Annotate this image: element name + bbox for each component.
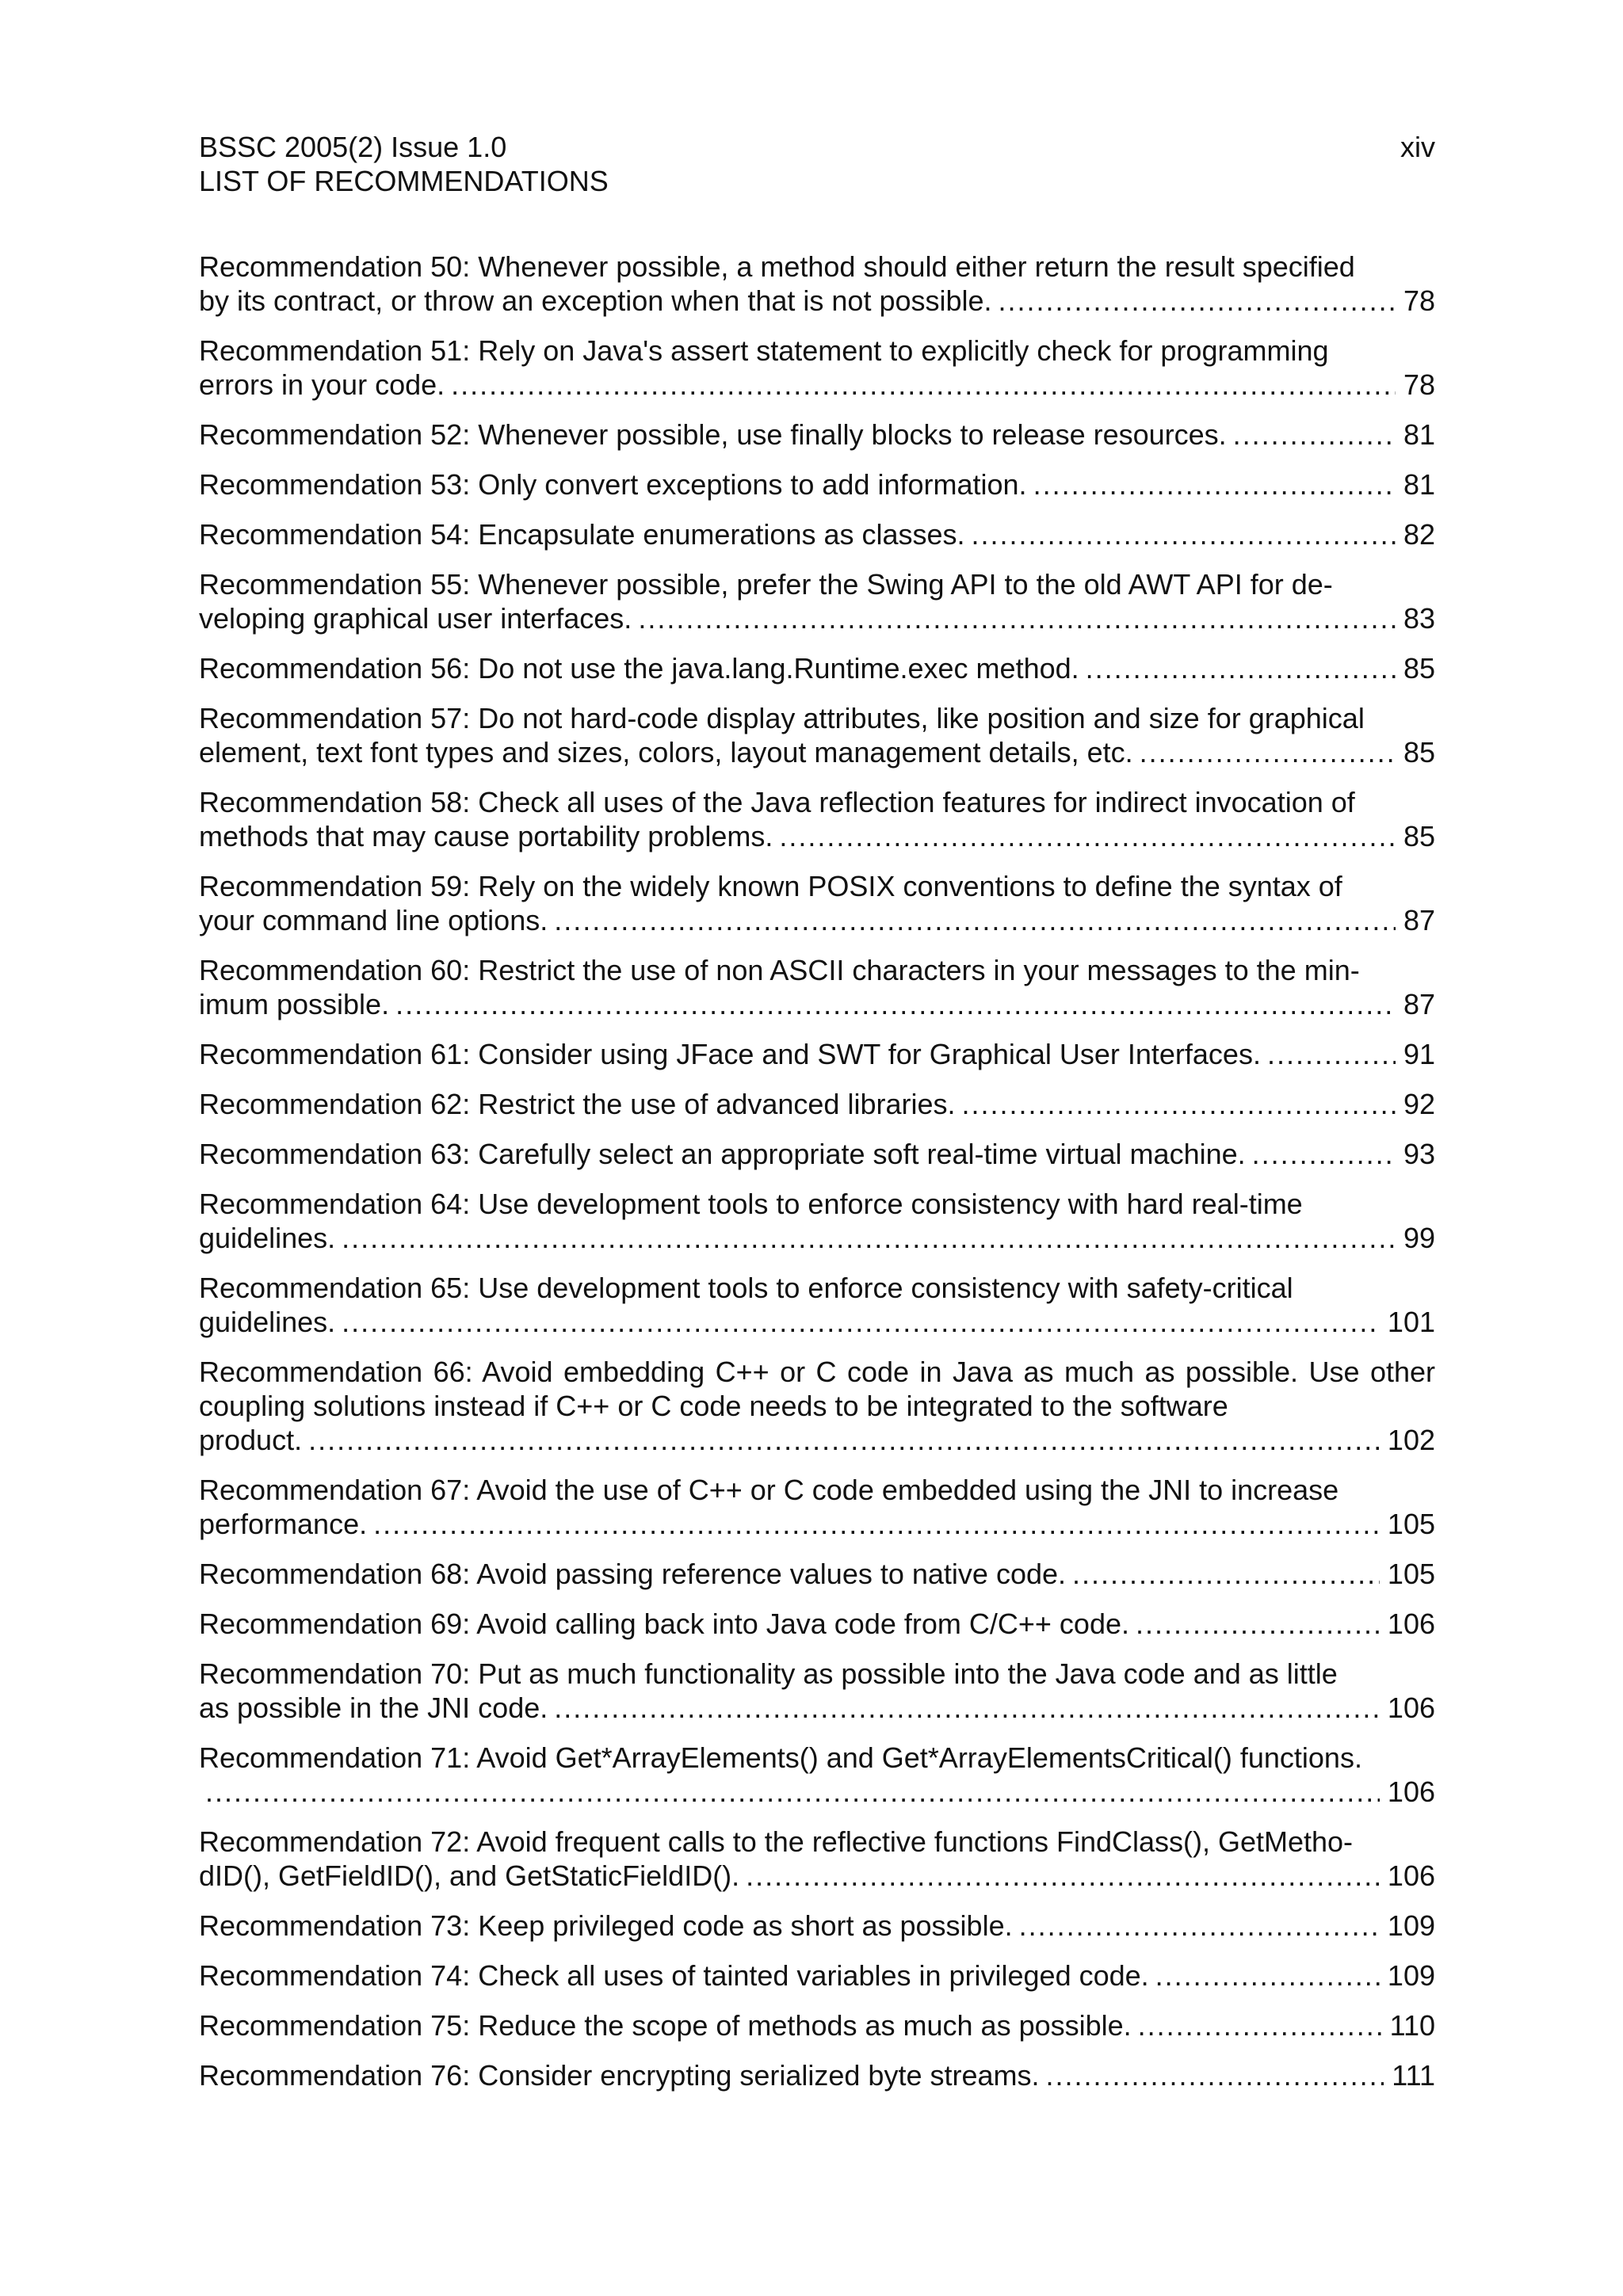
recommendation-tail bbox=[199, 517, 1435, 551]
dot-leader bbox=[1072, 1557, 1380, 1591]
recommendation-tail bbox=[199, 1221, 1435, 1255]
dot-leader bbox=[1086, 651, 1396, 685]
section-title: LIST OF RECOMMENDATIONS bbox=[199, 165, 609, 197]
recommendation-page-number: 105 bbox=[1387, 1508, 1435, 1540]
recommendation-text: product. bbox=[199, 1424, 303, 1456]
recommendation-tail bbox=[199, 1958, 1435, 1993]
recommendation-lead-text: Recommendation 58: Check all uses of the Java reflection features for indirect invocation of bbox=[199, 786, 1355, 818]
recommendation-entry[interactable] bbox=[199, 701, 1435, 769]
recommendation-entry[interactable] bbox=[199, 250, 1435, 318]
recommendation-page-number: 110 bbox=[1389, 2009, 1435, 2042]
recommendation-text: dID(), GetFieldID(), and GetStaticFieldID(). bbox=[199, 1859, 740, 1892]
dot-leader bbox=[962, 1087, 1396, 1121]
recommendation-tail bbox=[199, 467, 1435, 502]
recommendation-text: veloping graphical user interfaces. bbox=[199, 602, 632, 635]
dot-leader bbox=[554, 903, 1396, 937]
recommendation-text: performance. bbox=[199, 1508, 368, 1540]
recommendation-text: Recommendation 52: Whenever possible, use finally blocks to release resources. bbox=[199, 418, 1227, 451]
recommendation-text: Recommendation 76: Consider encrypting serialized byte streams. bbox=[199, 2059, 1040, 2092]
recommendation-page-number: 92 bbox=[1403, 1088, 1435, 1120]
dot-leader bbox=[342, 1221, 1396, 1255]
recommendation-page-number: 82 bbox=[1403, 518, 1435, 551]
dot-leader bbox=[638, 601, 1396, 635]
recommendation-entry[interactable] bbox=[199, 517, 1435, 551]
recommendation-text: Recommendation 53: Only convert exceptions to add information. bbox=[199, 468, 1027, 501]
recommendation-entry[interactable] bbox=[199, 2058, 1435, 2092]
recommendation-text: by its contract, or throw an exception when that is not possible. bbox=[199, 284, 992, 317]
dot-leader bbox=[1155, 1958, 1380, 1993]
recommendation-text: your command line options. bbox=[199, 904, 548, 936]
recommendation-page-number: 78 bbox=[1403, 368, 1435, 401]
recommendation-entry[interactable] bbox=[199, 1557, 1435, 1591]
recommendation-entry[interactable] bbox=[199, 1271, 1435, 1339]
recommendation-tail bbox=[199, 284, 1435, 318]
dot-leader bbox=[1138, 2008, 1382, 2042]
recommendation-tail bbox=[199, 1137, 1435, 1171]
dot-leader bbox=[554, 1691, 1380, 1725]
recommendation-text: Recommendation 62: Restrict the use of advanced libraries. bbox=[199, 1088, 956, 1120]
recommendation-lead-text: Recommendation 60: Restrict the use of non ASCII characters in your messages to the min- bbox=[199, 954, 1360, 986]
recommendation-tail bbox=[199, 735, 1435, 769]
recommendation-text: Recommendation 54: Encapsulate enumerations as classes. bbox=[199, 518, 965, 551]
recommendation-entry[interactable] bbox=[199, 1087, 1435, 1121]
recommendation-entry[interactable] bbox=[199, 2008, 1435, 2042]
recommendation-tail bbox=[199, 418, 1435, 452]
recommendation-tail bbox=[199, 1691, 1435, 1725]
recommendation-text: Recommendation 75: Reduce the scope of methods as much as possible. bbox=[199, 2009, 1132, 2042]
recommendation-lead-text: Recommendation 66: Avoid embedding C++ or C code in Java as much as possible. Use other coupling solutions instead if C++ or C code needs to be integrated to the software bbox=[199, 1356, 1435, 1422]
dot-leader bbox=[342, 1305, 1380, 1339]
recommendation-text: methods that may cause portability problems. bbox=[199, 820, 773, 852]
recommendation-text: errors in your code. bbox=[199, 368, 445, 401]
dot-leader bbox=[308, 1423, 1380, 1457]
recommendation-tail bbox=[199, 1557, 1435, 1591]
recommendation-tail bbox=[199, 1775, 1435, 1809]
recommendation-page-number: 101 bbox=[1387, 1306, 1435, 1338]
recommendation-lead-text: Recommendation 55: Whenever possible, prefer the Swing API to the old AWT API for de- bbox=[199, 568, 1333, 601]
recommendation-tail bbox=[199, 2058, 1435, 2092]
recommendation-text: Recommendation 56: Do not use the java.lang.Runtime.exec method. bbox=[199, 652, 1079, 685]
recommendation-page-number: 102 bbox=[1387, 1424, 1435, 1456]
recommendation-page-number: 106 bbox=[1387, 1859, 1435, 1892]
dot-leader bbox=[999, 284, 1396, 318]
recommendation-page-number: 99 bbox=[1403, 1222, 1435, 1254]
dot-leader bbox=[1267, 1037, 1396, 1071]
recommendation-text: Recommendation 63: Carefully select an appropriate soft real-time virtual machine. bbox=[199, 1138, 1246, 1170]
recommendation-text: imum possible. bbox=[199, 988, 390, 1020]
recommendation-entry[interactable] bbox=[199, 418, 1435, 452]
recommendation-page-number: 85 bbox=[1403, 820, 1435, 852]
recommendation-page-number: 81 bbox=[1403, 418, 1435, 451]
recommendation-text: element, text font types and sizes, colors, layout management details, etc. bbox=[199, 736, 1133, 769]
recommendation-entry[interactable] bbox=[199, 953, 1435, 1021]
recommendation-lead-text: Recommendation 65: Use development tools to enforce consistency with safety-critical bbox=[199, 1272, 1293, 1304]
recommendation-tail bbox=[199, 1859, 1435, 1893]
recommendation-tail bbox=[199, 1037, 1435, 1071]
recommendation-entry[interactable] bbox=[199, 1137, 1435, 1171]
recommendation-page-number: 91 bbox=[1403, 1038, 1435, 1070]
dot-leader bbox=[1046, 2058, 1384, 2092]
recommendation-page-number: 78 bbox=[1403, 284, 1435, 317]
recommendation-lead-text: Recommendation 71: Avoid Get*ArrayElements() and Get*ArrayElementsCritical() functions. bbox=[199, 1741, 1362, 1774]
recommendation-page-number: 109 bbox=[1387, 1959, 1435, 1992]
recommendation-entry[interactable] bbox=[199, 1473, 1435, 1541]
recommendation-tail bbox=[199, 1423, 1435, 1457]
recommendation-entry[interactable] bbox=[199, 1909, 1435, 1943]
recommendation-entry[interactable] bbox=[199, 1607, 1435, 1641]
recommendation-page-number: 105 bbox=[1387, 1558, 1435, 1590]
recommendation-lead-text: Recommendation 51: Rely on Java's assert statement to explicitly check for programming bbox=[199, 334, 1329, 367]
recommendation-text: Recommendation 61: Consider using JFace and SWT for Graphical User Interfaces. bbox=[199, 1038, 1261, 1070]
recommendation-tail bbox=[199, 903, 1435, 937]
dot-leader bbox=[205, 1775, 1380, 1809]
recommendation-entry[interactable] bbox=[199, 334, 1435, 402]
recommendation-entry[interactable] bbox=[199, 1355, 1435, 1457]
recommendation-page-number: 87 bbox=[1403, 988, 1435, 1020]
recommendation-entry[interactable] bbox=[199, 1187, 1435, 1255]
recommendation-text: guidelines. bbox=[199, 1306, 336, 1338]
recommendation-lead-text: Recommendation 70: Put as much functionality as possible into the Java code and as little bbox=[199, 1657, 1338, 1690]
recommendation-tail bbox=[199, 1087, 1435, 1121]
dot-leader bbox=[1140, 735, 1396, 769]
recommendation-entry[interactable] bbox=[199, 651, 1435, 685]
dot-leader bbox=[1233, 418, 1396, 452]
dot-leader bbox=[395, 987, 1396, 1021]
recommendation-tail bbox=[199, 819, 1435, 853]
recommendation-page-number: 109 bbox=[1387, 1909, 1435, 1942]
recommendation-page-number: 81 bbox=[1403, 468, 1435, 501]
dot-leader bbox=[972, 517, 1396, 551]
recommendation-tail bbox=[199, 1305, 1435, 1339]
recommendation-lead-text: Recommendation 64: Use development tools to enforce consistency with hard real-time bbox=[199, 1188, 1303, 1220]
recommendation-entry[interactable] bbox=[199, 1825, 1435, 1893]
recommendation-text: guidelines. bbox=[199, 1222, 336, 1254]
dot-leader bbox=[1136, 1607, 1380, 1641]
recommendation-text: as possible in the JNI code. bbox=[199, 1691, 548, 1724]
recommendation-tail bbox=[199, 2008, 1435, 2042]
recommendation-page-number: 93 bbox=[1403, 1138, 1435, 1170]
recommendations-list bbox=[199, 250, 1435, 2108]
dot-leader bbox=[373, 1507, 1380, 1541]
dot-leader bbox=[1252, 1137, 1396, 1171]
recommendation-text: Recommendation 69: Avoid calling back into Java code from C/C++ code. bbox=[199, 1608, 1129, 1640]
recommendation-tail bbox=[199, 601, 1435, 635]
recommendation-page-number: 106 bbox=[1387, 1608, 1435, 1640]
recommendation-lead-text: Recommendation 67: Avoid the use of C++ or C code embedded using the JNI to increase bbox=[199, 1474, 1339, 1506]
dot-leader bbox=[1033, 467, 1396, 502]
page-header bbox=[199, 130, 1435, 198]
recommendation-entry[interactable] bbox=[199, 567, 1435, 635]
recommendation-page-number: 111 bbox=[1392, 2059, 1435, 2092]
recommendation-page-number: 85 bbox=[1403, 736, 1435, 769]
recommendation-text: Recommendation 73: Keep privileged code as short as possible. bbox=[199, 1909, 1013, 1942]
recommendation-tail bbox=[199, 1909, 1435, 1943]
recommendation-text: Recommendation 74: Check all uses of tainted variables in privileged code. bbox=[199, 1959, 1149, 1992]
recommendation-tail bbox=[199, 987, 1435, 1021]
recommendation-entry[interactable] bbox=[199, 1657, 1435, 1725]
recommendation-tail bbox=[199, 368, 1435, 402]
recommendation-lead-text: Recommendation 57: Do not hard-code display attributes, like position and size for graphical bbox=[199, 702, 1365, 734]
dot-leader bbox=[746, 1859, 1380, 1893]
recommendation-page-number: 106 bbox=[1387, 1775, 1435, 1808]
recommendation-entry[interactable] bbox=[199, 1037, 1435, 1071]
recommendation-page-number: 106 bbox=[1387, 1691, 1435, 1724]
dot-leader bbox=[451, 368, 1396, 402]
recommendation-tail bbox=[199, 1607, 1435, 1641]
recommendation-text: Recommendation 68: Avoid passing reference values to native code. bbox=[199, 1558, 1067, 1590]
recommendation-entry[interactable] bbox=[199, 869, 1435, 937]
recommendation-entry[interactable] bbox=[199, 785, 1435, 853]
recommendation-entry[interactable] bbox=[199, 467, 1435, 502]
dot-leader bbox=[1019, 1909, 1380, 1943]
document-id: BSSC 2005(2) Issue 1.0 bbox=[199, 131, 507, 163]
recommendation-entry[interactable] bbox=[199, 1741, 1435, 1809]
recommendation-page-number: 87 bbox=[1403, 904, 1435, 936]
recommendation-page-number: 85 bbox=[1403, 652, 1435, 685]
recommendation-tail bbox=[199, 651, 1435, 685]
recommendation-entry[interactable] bbox=[199, 1958, 1435, 1993]
recommendation-tail bbox=[199, 1507, 1435, 1541]
recommendation-lead-text: Recommendation 59: Rely on the widely known POSIX conventions to define the syntax of bbox=[199, 870, 1342, 902]
recommendation-lead-text: Recommendation 72: Avoid frequent calls to the reflective functions FindClass(), GetMetho- bbox=[199, 1825, 1354, 1858]
page-number: xiv bbox=[1400, 131, 1435, 163]
recommendation-page-number: 83 bbox=[1403, 602, 1435, 635]
dot-leader bbox=[779, 819, 1396, 853]
recommendation-lead-text: Recommendation 50: Whenever possible, a method should either return the result specified bbox=[199, 250, 1355, 283]
